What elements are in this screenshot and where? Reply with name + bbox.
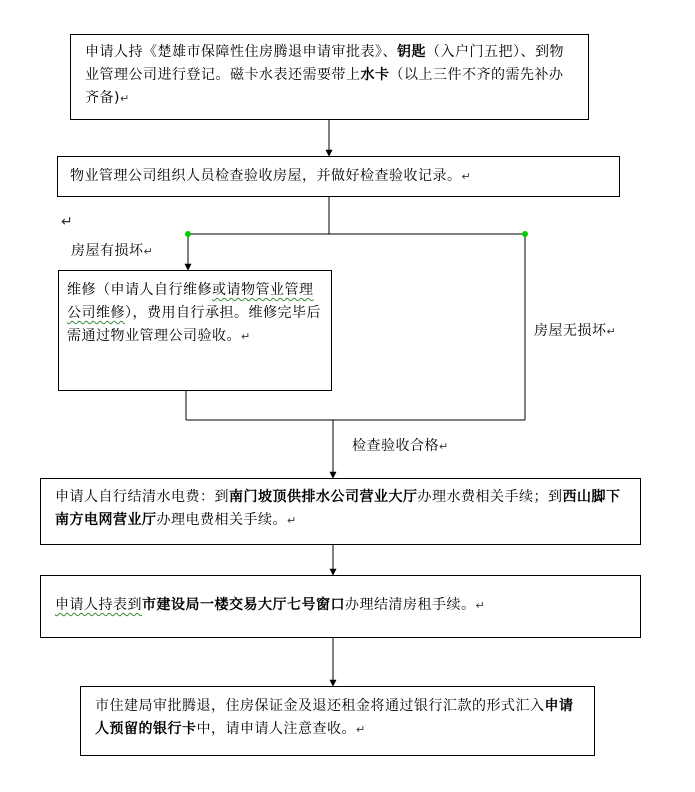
step1-text-c: （以上三件不齐的需先补办齐备) bbox=[85, 67, 564, 106]
step4-box bbox=[40, 478, 641, 545]
step4-text bbox=[55, 486, 626, 532]
step2-box bbox=[57, 156, 620, 197]
connector-dot-left bbox=[185, 231, 191, 237]
step2-text bbox=[70, 165, 607, 188]
label-house-damaged-text: 房屋有损坏 bbox=[71, 243, 144, 259]
label-house-damaged bbox=[71, 240, 153, 260]
repair-text-c: ），费用自行承担。维修完毕后需通过物业管理公司验收。 bbox=[67, 305, 321, 344]
paragraph-mark: ↵ bbox=[606, 325, 617, 338]
repair-text bbox=[67, 279, 323, 348]
paragraph-mark: ↵ bbox=[475, 599, 486, 612]
step4-text-c: 办理电费相关手续。 bbox=[156, 512, 287, 528]
paragraph-mark: ↵ bbox=[119, 92, 130, 105]
label-inspection-passed-text: 检查验收合格 bbox=[352, 438, 439, 454]
step1-text-a: 申请人持《楚雄市保障性住房腾退申请审批表》、 bbox=[85, 44, 397, 60]
step6-text bbox=[95, 695, 580, 741]
step1-box bbox=[70, 34, 589, 120]
repair-text-b: 或请物管业管理公司维修 bbox=[67, 282, 314, 321]
paragraph-mark: ↵ bbox=[143, 245, 154, 258]
repair-box bbox=[58, 270, 332, 391]
connector-dot-right bbox=[522, 231, 528, 237]
label-house-undamaged bbox=[534, 320, 616, 340]
step5-text-a: 申请人持表到 bbox=[55, 597, 142, 613]
paragraph-mark: ↵ bbox=[241, 330, 251, 343]
step5-box bbox=[40, 575, 641, 638]
step1-text-b: （入户门五把）、到物业管理公司进行登记。磁卡水表还需要带上 bbox=[85, 44, 564, 83]
step6-text-b: 中，请申请人注意查收。 bbox=[196, 721, 356, 737]
paragraph-mark: ↵ bbox=[461, 170, 472, 183]
repair-text-a: 维修（申请人自行维修 bbox=[67, 282, 212, 298]
step4-power-office: 西山脚下南方电网营业厅 bbox=[55, 489, 621, 528]
step5-text-b: 办理结清房租手续。 bbox=[345, 597, 476, 613]
step1-keys: 钥匙 bbox=[397, 44, 426, 60]
step5-text bbox=[55, 594, 626, 617]
label-inspection-passed bbox=[352, 435, 449, 455]
step6-bank-card: 申请人预留的银行卡 bbox=[95, 698, 574, 737]
step6-box bbox=[80, 686, 595, 756]
step4-text-b: 办理水费相关手续；到 bbox=[417, 489, 563, 505]
step4-text-a: 申请人自行结清水电费：到 bbox=[55, 489, 229, 505]
step2-text-body: 物业管理公司组织人员检查验收房屋，并做好检查验收记录。 bbox=[70, 168, 462, 184]
step5-window: 市建设局一楼交易大厅七号窗口 bbox=[142, 597, 345, 613]
step6-text-a: 市住建局审批腾退，住房保证金及退还租金将通过银行汇款的形式汇入 bbox=[95, 698, 545, 714]
label-house-undamaged-text: 房屋无损坏 bbox=[534, 323, 607, 339]
paragraph-mark: ↵ bbox=[439, 440, 449, 453]
step4-water-office: 南门坡顶供排水公司营业大厅 bbox=[229, 489, 418, 505]
step1-text bbox=[85, 41, 574, 110]
paragraph-mark: ↵ bbox=[287, 514, 297, 527]
step1-water-card: 水卡 bbox=[360, 67, 390, 83]
stray-paragraph-mark: ↵ bbox=[61, 214, 74, 230]
paragraph-mark: ↵ bbox=[356, 723, 366, 736]
